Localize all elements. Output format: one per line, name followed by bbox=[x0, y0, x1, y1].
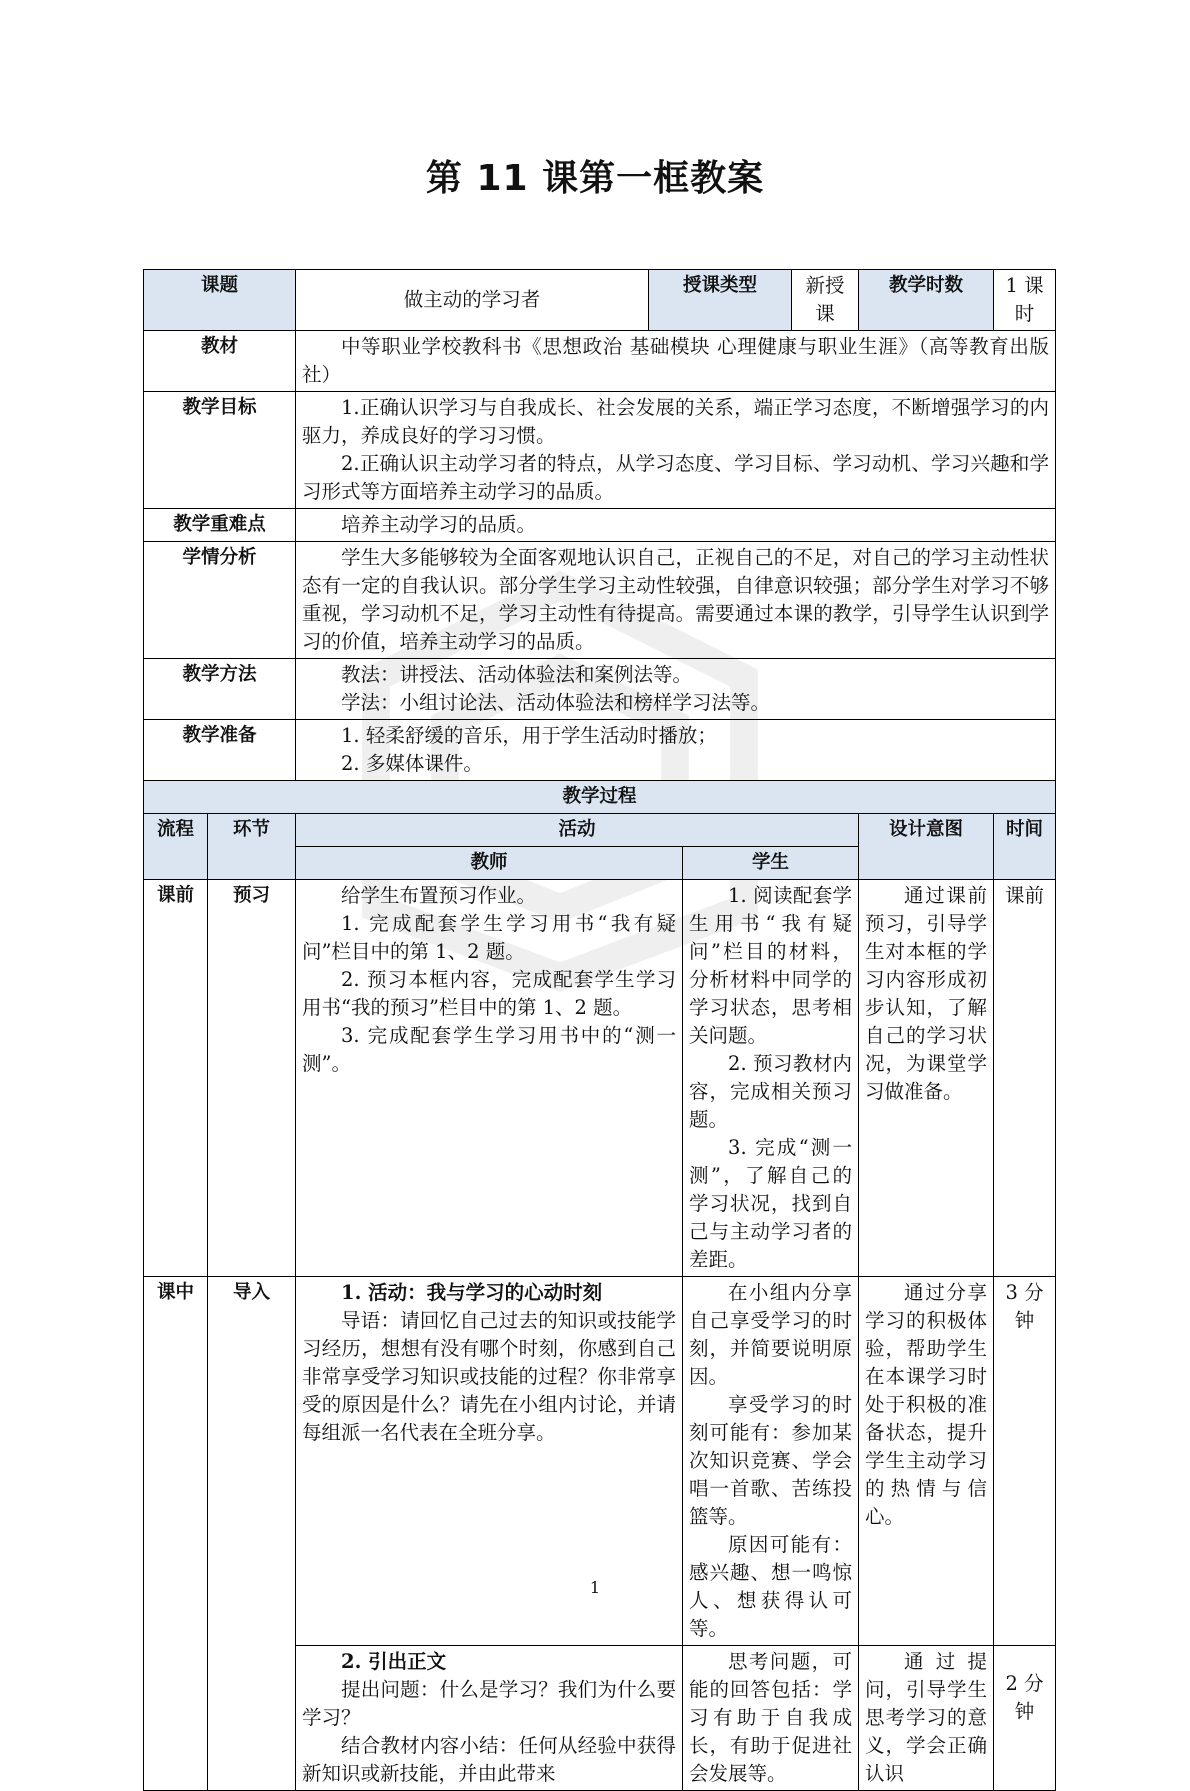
student-line: 在小组内分享自己享受学习的时刻，并简要说明原因。 bbox=[689, 1281, 853, 1388]
teacher-line: 导语：请回忆自己过去的知识或技能学习经历，想想有没有哪个时刻，你感到自己非常享受学习知识或技能的过程？你非常享受的原因是什么？请先在小组内讨论，并请每组派一名代表在全班分享。 bbox=[302, 1309, 677, 1444]
flow-cell: 课中 bbox=[144, 1277, 208, 1791]
textbook-label: 教材 bbox=[144, 331, 296, 392]
flow-cell: 课前 bbox=[144, 880, 208, 1277]
student-line: 思考问题，可能的回答包括：学习有助于自我成长，有助于促进社会发展等。 bbox=[689, 1650, 853, 1785]
goals-label: 教学目标 bbox=[144, 392, 296, 509]
activity-header: 活动 bbox=[296, 814, 859, 847]
analysis-value: 学生大多能够较为全面客观地认识自己，正视自己的不足，对自己的学习主动性状态有一定的自我认识。部分学生学习主动性较强，自律意识较强；部分学生对学习不够重视，学习动机不足，学习主动性有待提高。需要通过本课的教学，引导学生认识到学习的价值，培养主动学习的品质。 bbox=[302, 546, 1050, 653]
teacher-header: 教师 bbox=[296, 847, 683, 880]
lesson-type-label: 授课类型 bbox=[649, 270, 792, 331]
lesson-type-value: 新授课 bbox=[792, 270, 859, 331]
page-title: 第 11 课第一框教案 bbox=[425, 158, 765, 199]
teacher-heading: 1. 活动：我与学习的心动时刻 bbox=[341, 1281, 603, 1304]
lesson-plan-table bbox=[143, 269, 1056, 1791]
time-cell: 3 分钟 bbox=[994, 1277, 1056, 1646]
step-cell: 导入 bbox=[208, 1277, 296, 1791]
keypoint-label: 教学重难点 bbox=[144, 509, 296, 542]
student-line: 2. 预习教材内容，完成相关预习题。 bbox=[689, 1052, 853, 1131]
prep-item: 2. 多媒体课件。 bbox=[341, 752, 483, 775]
teacher-line: 结合教材内容小结：任何从经验中获得新知识或新技能，并由此带来 bbox=[302, 1734, 677, 1785]
student-header: 学生 bbox=[683, 847, 859, 880]
step-header: 环节 bbox=[208, 814, 296, 880]
intent-text: 通过分享学习的积极体验，帮助学生在本课学习时处于积极的准备状态，提升学生主动学习的热情与信心。 bbox=[865, 1281, 988, 1528]
intent-text: 通过提问，引导学生思考学习的意义，学会正确认识 bbox=[865, 1650, 988, 1785]
student-line: 3. 完成“测一测”，了解自己的学习状况，找到自己与主动学习者的差距。 bbox=[689, 1136, 853, 1271]
teacher-line: 2. 预习本框内容，完成配套学生学习用书“我的预习”栏目中的第 1、2 题。 bbox=[302, 968, 677, 1019]
method-item: 学法：小组讨论法、活动体验法和榜样学习法等。 bbox=[341, 691, 771, 714]
goal-item: 2.正确认识主动学习者的特点，从学习态度、学习目标、学习动机、学习兴趣和学习形式等方面培养主动学习的品质。 bbox=[302, 452, 1050, 503]
prep-label: 教学准备 bbox=[144, 720, 296, 781]
keypoint-value: 培养主动学习的品质。 bbox=[341, 513, 537, 536]
teacher-line: 3. 完成配套学生学习用书中的“测一测”。 bbox=[302, 1024, 677, 1075]
student-line: 享受学习的时刻可能有：参加某次知识竞赛、学会唱一首歌、苦练投篮等。 bbox=[689, 1393, 853, 1528]
analysis-label: 学情分析 bbox=[144, 542, 296, 659]
methods-label: 教学方法 bbox=[144, 659, 296, 720]
intent-text: 通过课前预习，引导学生对本框的学习内容形成初步认知，了解自己的学习状况，为课堂学习做准备。 bbox=[865, 884, 988, 1103]
step-cell: 预习 bbox=[208, 880, 296, 1277]
teacher-line: 1. 完成配套学生学习用书“我有疑问”栏目中的第 1、2 题。 bbox=[302, 912, 677, 963]
topic-value: 做主动的学习者 bbox=[296, 270, 649, 331]
time-header: 时间 bbox=[994, 814, 1056, 880]
prep-item: 1. 轻柔舒缓的音乐，用于学生活动时播放； bbox=[341, 724, 717, 747]
goal-item: 1.正确认识学习与自我成长、社会发展的关系，端正学习态度，不断增强学习的内驱力，养成良好的学习习惯。 bbox=[302, 396, 1050, 447]
textbook-value: 中等职业学校教科书《思想政治 基础模块 心理健康与职业生涯》（高等教育出版社） bbox=[302, 335, 1050, 386]
time-cell: 课前 bbox=[994, 880, 1056, 1277]
teacher-line: 提出问题：什么是学习？我们为什么要学习？ bbox=[302, 1678, 677, 1729]
student-line: 原因可能有：感兴趣、想一鸣惊人、想获得认可等。 bbox=[689, 1533, 853, 1640]
page-number: 1 bbox=[589, 1578, 601, 1597]
student-line: 1. 阅读配套学生用书“我有疑问”栏目的材料，分析材料中同学的学习状态，思考相关问题。 bbox=[689, 884, 853, 1047]
flow-header: 流程 bbox=[144, 814, 208, 880]
time-cell: 2 分钟 bbox=[994, 1646, 1056, 1791]
hours-value: 1 课时 bbox=[994, 270, 1056, 331]
intent-header: 设计意图 bbox=[859, 814, 994, 880]
process-title: 教学过程 bbox=[144, 781, 1056, 814]
topic-label: 课题 bbox=[144, 270, 296, 331]
teacher-heading: 2. 引出正文 bbox=[341, 1650, 447, 1673]
teacher-line: 给学生布置预习作业。 bbox=[341, 884, 537, 907]
hours-label: 教学时数 bbox=[859, 270, 994, 331]
method-item: 教法：讲授法、活动体验法和案例法等。 bbox=[341, 663, 693, 686]
